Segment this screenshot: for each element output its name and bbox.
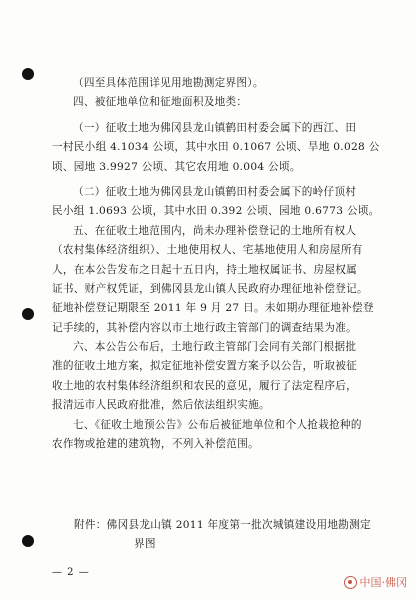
binding-hole <box>22 308 34 320</box>
page-number: — 2 — <box>52 567 90 578</box>
text-line: （农村集体经济组织）、土地使用权人、宅基地使用人和房屋所有 <box>52 244 363 257</box>
text-line: 七、《征收土地预公告》公布后被征地单位和个人抢栽抢种的 <box>73 418 362 431</box>
text-line: 报清远市人民政府批准，然后依法组织实施。 <box>52 399 270 412</box>
text-line: 六、本公告公布后，土地行政主管部门会同有关部门根据批 <box>73 341 357 354</box>
document-body <box>52 74 380 454</box>
binding-hole <box>22 68 34 80</box>
text-line: 准的征收土地方案，拟定征地补偿安置方案予以公告，听取被征 <box>52 360 358 373</box>
text-line: 民小组 1.0693 公顷，其中水田 0.392 公顷、园地 0.6773 公顷。 <box>52 205 380 218</box>
text-line: （一）征收土地为佛冈县龙山镇鹤田村委会属下的西江、田 <box>73 121 357 134</box>
text-line: 顷、园地 3.9927 公顷、其它农用地 0.004 公顷。 <box>52 160 301 173</box>
text-line: 五、在征收土地范围内，尚未办理补偿登记的土地所有权人 <box>73 224 357 237</box>
text-line: 四、被征地单位和征地面积及地类： <box>73 96 248 109</box>
attachment-line-2: 界图 <box>134 538 156 550</box>
attachment-note <box>74 516 371 554</box>
text-line: 收土地的农村集体经济组织和农民的意见，履行了法定程序后， <box>52 379 358 392</box>
text-line: 记手续的，其补偿内容以市土地行政主管部门的调查结果为准。 <box>52 321 358 334</box>
watermark-text: 中国·佛冈 <box>359 576 407 589</box>
text-line: 征地补偿登记期限至 2011 年 9 月 27 日。未如期办理征地补偿登 <box>52 302 374 315</box>
text-line: 证书、财产权凭证，到佛冈县龙山镇人民政府办理征地补偿登记。 <box>52 282 368 295</box>
text-line: 人，在本公告发布之日起十五日内，持土地权属证书、房屋权属 <box>52 263 358 276</box>
logo-icon <box>344 576 357 589</box>
binding-hole <box>22 535 34 547</box>
attachment-line-1: 附件：佛冈县龙山镇 2011 年度第一批次城镇建设用地勘测定 <box>74 519 371 531</box>
site-watermark <box>344 574 408 590</box>
text-line: 一村民小组 4.1034 公顷，其中水田 0.1067 公顷、旱地 0.028 公 <box>52 141 380 154</box>
text-line: （二）征收土地为佛冈县龙山镇鹤田村委会属下的岭仔顶村 <box>73 185 357 198</box>
text-line: 农作物或抢建的建筑物，不列入补偿范围。 <box>52 438 259 451</box>
text-line: （四至具体范围详见用地勘测定界图）。 <box>73 77 264 89</box>
